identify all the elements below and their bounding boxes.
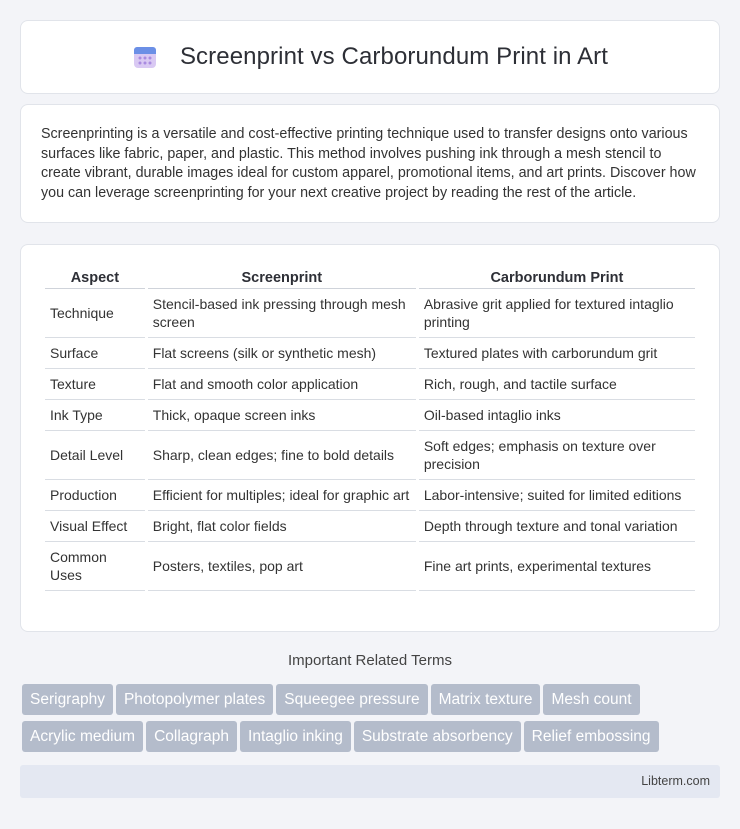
footer [20,765,720,798]
cell-screenprint: Stencil-based ink pressing through mesh screen [148,289,416,338]
cell-carborundum: Oil-based intaglio inks [419,400,695,431]
table-row [45,480,695,511]
table-row [45,511,695,542]
header-card [20,20,720,94]
related-term-tag[interactable]: Intaglio inking [240,721,351,752]
cell-screenprint: Sharp, clean edges; fine to bold details [148,431,416,480]
table-row [45,431,695,480]
calendar-icon [132,44,158,70]
cell-aspect: Common Uses [45,542,145,591]
cell-carborundum: Rich, rough, and tactile surface [419,369,695,400]
cell-aspect: Visual Effect [45,511,145,542]
table-row [45,338,695,369]
cell-carborundum: Textured plates with carborundum grit [419,338,695,369]
cell-aspect: Technique [45,289,145,338]
cell-aspect: Detail Level [45,431,145,480]
intro-card [20,104,720,223]
table-row [45,542,695,591]
cell-screenprint: Thick, opaque screen inks [148,400,416,431]
comparison-table-card [20,244,720,632]
related-term-tag[interactable]: Collagraph [146,721,237,752]
related-term-tag[interactable]: Relief embossing [524,721,659,752]
page-title: Screenprint vs Carborundum Print in Art [179,43,609,70]
cell-carborundum: Soft edges; emphasis on texture over precision [419,431,695,480]
related-term-tag[interactable]: Acrylic medium [22,721,143,752]
cell-carborundum: Fine art prints, experimental textures [419,542,695,591]
column-header-carborundum: Carborundum Print [419,267,695,289]
cell-aspect: Production [45,480,145,511]
cell-aspect: Texture [45,369,145,400]
cell-screenprint: Flat screens (silk or synthetic mesh) [148,338,416,369]
cell-carborundum: Abrasive grit applied for textured intaglio printing [419,289,695,338]
table-row [45,369,695,400]
cell-screenprint: Posters, textiles, pop art [148,542,416,591]
table-header-row [45,267,695,289]
related-term-tag[interactable]: Squeegee pressure [276,684,427,715]
related-term-tag[interactable]: Photopolymer plates [116,684,273,715]
cell-carborundum: Depth through texture and tonal variation [419,511,695,542]
column-header-screenprint: Screenprint [148,267,416,289]
comparison-table [42,267,698,591]
related-term-tag[interactable]: Substrate absorbency [354,721,521,752]
related-terms-list [22,684,722,758]
column-header-aspect: Aspect [45,267,145,289]
cell-screenprint: Bright, flat color fields [148,511,416,542]
table-row [45,400,695,431]
cell-screenprint: Efficient for multiples; ideal for graphic art [148,480,416,511]
related-term-tag[interactable]: Matrix texture [431,684,541,715]
footer-site-link[interactable]: Libterm.com [641,774,710,788]
intro-text: Screenprinting is a versatile and cost-effective printing technique used to transfer designs onto various surfaces like fabric, paper, and plastic. This method involves pushing ink through a mesh stencil to create vibrant, durable images ideal for custom apparel, promotional items, and art prints. Discover how you can leverage screenprinting for your next creative project by reading the rest of the article. [41,126,696,201]
cell-screenprint: Flat and smooth color application [148,369,416,400]
table-row [45,289,695,338]
cell-aspect: Surface [45,338,145,369]
cell-carborundum: Labor-intensive; suited for limited editions [419,480,695,511]
related-term-tag[interactable]: Serigraphy [22,684,113,715]
cell-aspect: Ink Type [45,400,145,431]
related-term-tag[interactable]: Mesh count [543,684,639,715]
related-terms-title: Important Related Terms [288,652,452,669]
